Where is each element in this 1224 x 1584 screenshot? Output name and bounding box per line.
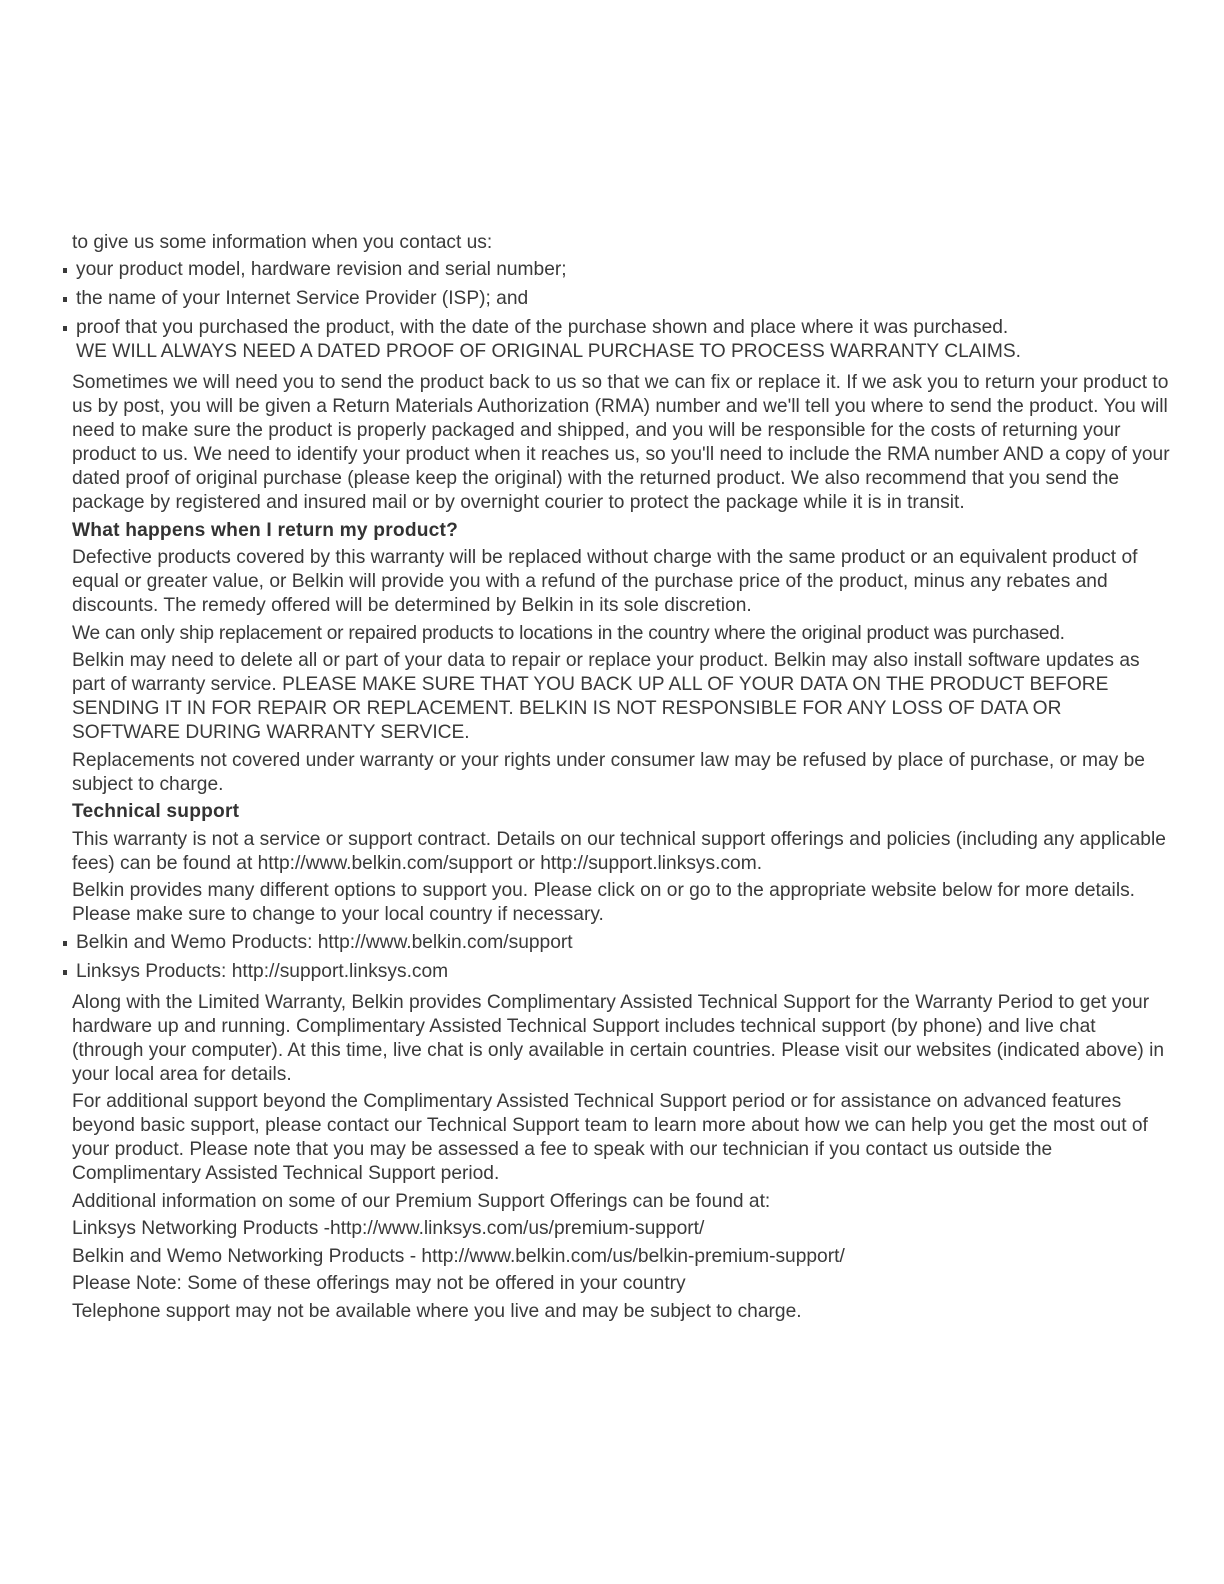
intro-text: to give us some information when you contact us:: [72, 232, 493, 253]
contact-bullet-proof-text: proof that you purchased the product, with the date of the purchase shown and place where it was purchased.: [76, 317, 1009, 338]
proof-note: WE WILL ALWAYS NEED A DATED PROOF OF ORIGINAL PURCHASE TO PROCESS WARRANTY CLAIMS.: [76, 341, 1021, 362]
support-bullet-linksys: [62, 960, 1172, 984]
what-happens-paragraph-1: Defective products covered by this warranty will be replaced without charge with the same product or an equivalent product of equal or greater value, or Belkin will provide you with a refund of the purchase price of the product, minus any rebates and discounts. The remedy offered will be determined by Belkin in its sole discretion.: [72, 547, 1138, 616]
return-paragraph: Sometimes we will need you to send the product back to us so that we can fix or replace it. If we ask you to return your product to us by post, you will be given a Return Materials Authorization (RMA) number and we'll tell you where to send the product. You will need to make sure the product is properly packaged and shipped, and you will be responsible for the costs of returning your product to us. We need to identify your product when it reaches us, so you'll need to include the RMA number AND a copy of your dated proof of original purchase (please keep the original) with the returned product. We also recommend that you send the package by registered and insured mail or by overnight courier to protect the package while it is in transit.: [72, 372, 1170, 513]
support-bullet-belkin-text: Belkin and Wemo Products: http://www.belkin.com/support: [76, 931, 573, 953]
support-bullet-linksys-text: Linksys Products: http://support.linksys.com: [76, 960, 449, 982]
contact-bullet-proof: [62, 316, 1172, 364]
contact-bullet-isp-text: the name of your Internet Service Provider (ISP); and: [76, 288, 529, 309]
what-happens-paragraph-4: Replacements not covered under warranty or your rights under consumer law may be refused by place of purchase, or may be subject to charge.: [72, 749, 1145, 795]
technical-support-heading: Technical support: [72, 801, 240, 822]
contact-bullet-model-text: your product model, hardware revision and serial number;: [76, 259, 567, 280]
premium-offerings-intro: Additional information on some of our Premium Support Offerings can be found at:: [72, 1190, 771, 1212]
contact-bullet-model: [62, 258, 1172, 282]
what-happens-paragraph-2: We can only ship replacement or repaired products to locations in the country where the original product was purchased.: [72, 622, 1065, 644]
offerings-note: Please Note: Some of these offerings may not be offered in your country: [72, 1273, 686, 1294]
assisted-support-paragraph: Along with the Limited Warranty, Belkin provides Complimentary Assisted Technical Support for the Warranty Period to get your hardware up and running. Complimentary Assisted Technical Support includes technical support (by phone) and live chat (through your computer). At this time, live chat is only available in certain countries. Please visit our websites (indicated above) in your local area for details.: [72, 991, 1165, 1085]
linksys-premium-support-line: Linksys Networking Products -http://www.linksys.com/us/premium-support/: [72, 1218, 705, 1239]
warranty-document-page: [72, 231, 1172, 1327]
support-bullet-belkin: [62, 931, 1172, 955]
technical-support-paragraph-2: Belkin provides many different options to support you. Please click on or go to the appropriate website below for more details. Please make sure to change to your local country if necessary.: [72, 880, 1136, 925]
additional-support-paragraph: For additional support beyond the Complimentary Assisted Technical Support period or for assistance on advanced features beyond basic support, please contact our Technical Support team to learn more about how we can help you get the most out of your product. Please note that you may be assessed a fee to speak with our technician if you contact us outside the Complimentary Assisted Technical Support period.: [72, 1091, 1148, 1184]
telephone-support-note: Telephone support may not be available where you live and may be subject to charge.: [72, 1300, 802, 1322]
contact-bullet-isp: [62, 287, 1172, 311]
belkin-premium-support-line: Belkin and Wemo Networking Products - http://www.belkin.com/us/belkin-premium-support/: [72, 1245, 845, 1267]
what-happens-heading: What happens when I return my product?: [72, 519, 459, 541]
technical-support-paragraph-1: This warranty is not a service or support contract. Details on our technical support offerings and policies (including any applicable fees) can be found at http://www.belkin.com/support or http://support.linksys.com.: [72, 828, 1166, 874]
what-happens-paragraph-3: Belkin may need to delete all or part of your data to repair or replace your product. Belkin may also install software updates as part of warranty service. PLEASE MAKE SURE THAT YOU BACK UP ALL OF YOUR DATA ON THE PRODUCT BEFORE SENDING IT IN FOR REPAIR OR REPLACEMENT. BELKIN IS NOT RESPONSIBLE FOR ANY LOSS OF DATA OR SOFTWARE DURING WARRANTY SERVICE.: [72, 650, 1140, 743]
